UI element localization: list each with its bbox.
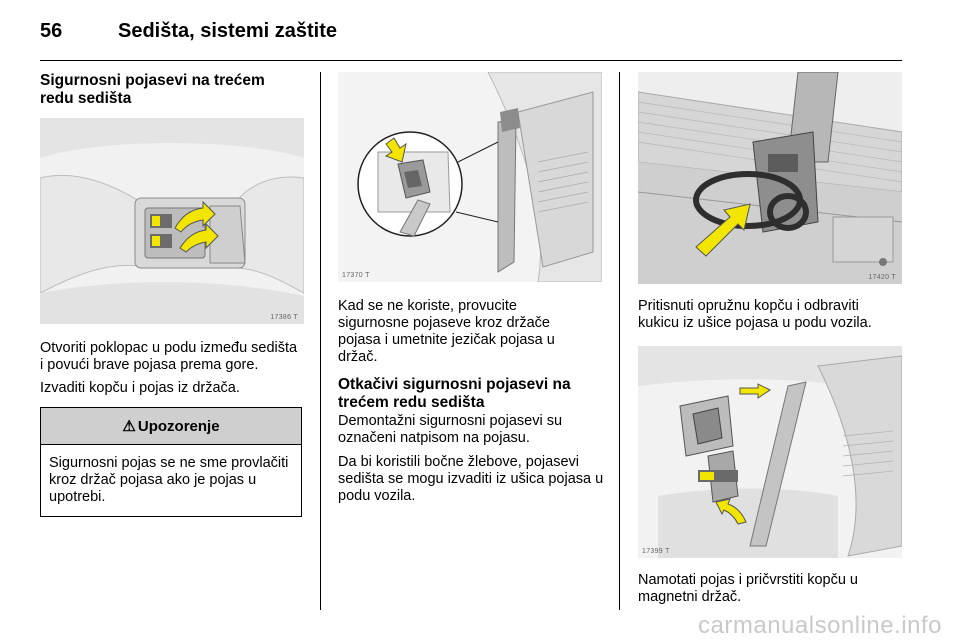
warning-header (41, 408, 301, 445)
warning-triangle-icon: ⚠ (122, 418, 136, 435)
section-heading-third-row: Sigurnosni pojasevi na trećem redu sedišta (40, 72, 265, 107)
figure-floor-anchor (638, 72, 902, 284)
figure-code: 17370 T (342, 272, 370, 279)
paragraph-wind-belt: Namotati pojas i pričvrstiti kopču u magnetni držač. (638, 572, 858, 605)
paragraph-open-cover: Otvoriti poklopac u podu između sedišta i povući brave pojasa prema gore. (40, 340, 298, 373)
figure-belt-holder (338, 72, 602, 282)
header-divider (40, 60, 902, 61)
paragraph-press-clip: Pritisnuti opružnu kopču i odbraviti kukicu iz ušice pojasa u podu vozila. (638, 298, 872, 331)
watermark: carmanualsonline.info (698, 612, 942, 639)
belt-holder-illustration (338, 72, 602, 282)
page-title: Sedišta, sistemi zaštite (118, 20, 337, 42)
paragraph-remove-buckle: Izvaditi kopču i pojas iz držača. (40, 380, 240, 396)
figure-magnetic-holder (638, 346, 902, 558)
warning-box (40, 407, 302, 517)
column-right (638, 72, 904, 606)
figure-code: 17399 T (642, 548, 670, 555)
page-number: 56 (40, 20, 63, 42)
paragraph-side-grooves: Da bi koristili bočne žlebove, pojasevi sedišta se mogu izvaditi iz ušica pojasa u podu vozila. (338, 454, 604, 504)
magnetic-holder-illustration (638, 346, 902, 558)
section-heading-detachable: Otkačivi sigurnosni pojasevi na trećem redu sedišta (338, 376, 571, 411)
column-divider-1 (320, 72, 321, 610)
paragraph-detachable-marked: Demontažni sigurnosni pojasevi su označeni natpisom na pojasu. (338, 413, 563, 446)
floor-anchor-illustration (638, 72, 902, 284)
floor-buckles-illustration (40, 118, 304, 324)
column-divider-2 (619, 72, 620, 610)
figure-code: 17420 T (868, 274, 896, 281)
column-middle (338, 72, 604, 505)
column-left (40, 72, 304, 517)
paragraph-stow-belts: Kad se ne koriste, provucite sigurnosne pojaseve kroz držače pojasa i umetnite jezičak pojasa u držač. (338, 298, 555, 365)
figure-code: 17386 T (270, 314, 298, 321)
warning-title: Upozorenje (137, 417, 220, 435)
figure-floor-buckles (40, 118, 304, 324)
warning-text: Sigurnosni pojas se ne sme provlačiti kroz držač pojasa ako je pojas u upotrebi. (49, 455, 289, 505)
